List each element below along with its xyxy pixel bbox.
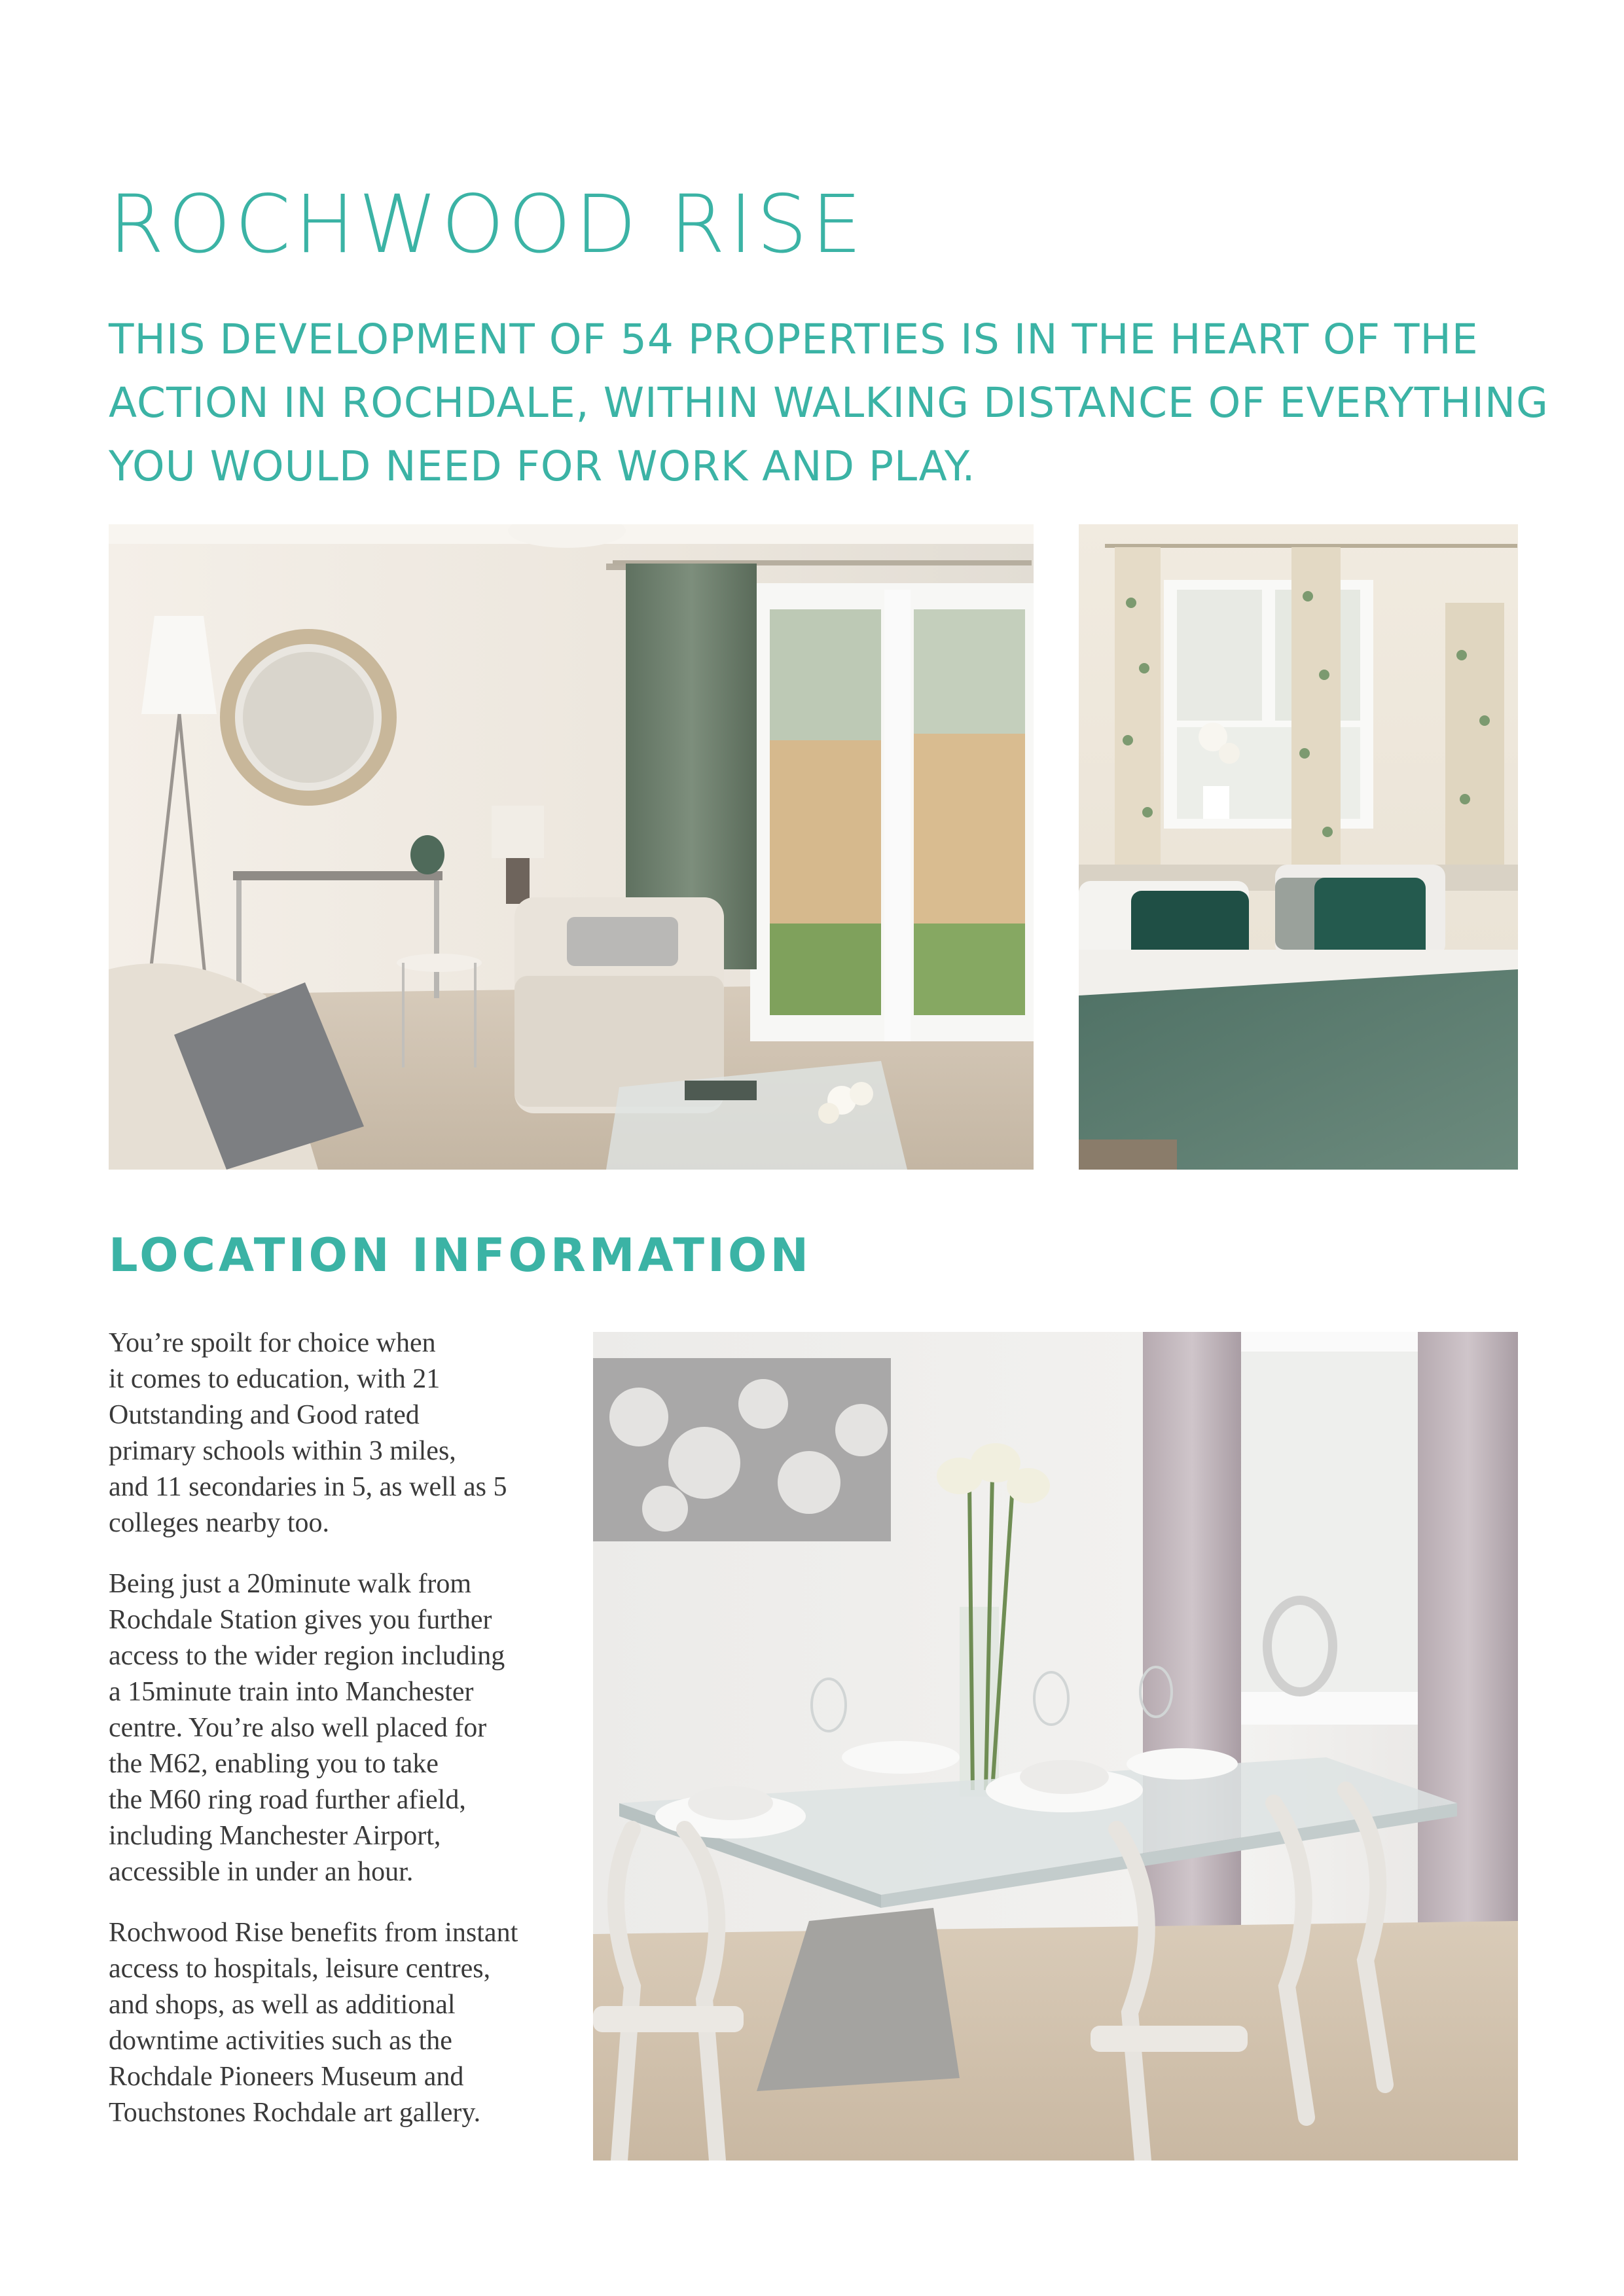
text-line: downtime activities such as the	[109, 2026, 452, 2056]
living-room-photo	[109, 524, 1034, 1170]
dining-room-photo	[593, 1332, 1518, 2161]
location-paragraph	[109, 1566, 567, 1890]
text-line: a 15minute train into Manchester	[109, 1677, 474, 1707]
text-line: Outstanding and Good rated	[109, 1400, 420, 1430]
text-line: access to the wider region including	[109, 1641, 505, 1671]
location-paragraph	[109, 1915, 567, 2131]
text-line: colleges nearby too.	[109, 1508, 330, 1538]
text-line: centre. You’re also well placed for	[109, 1713, 487, 1743]
text-line: You’re spoilt for choice when	[109, 1328, 436, 1358]
text-line: Rochdale Pioneers Museum and	[109, 2062, 464, 2092]
intro-line: YOU WOULD NEED FOR WORK AND PLAY.	[109, 442, 976, 490]
text-line: Rochwood Rise benefits from instant	[109, 1918, 518, 1948]
bedroom-photo	[1079, 524, 1518, 1170]
intro-line: THIS DEVELOPMENT OF 54 PROPERTIES IS IN THE HEART OF THE	[109, 315, 1479, 363]
text-line: accessible in under an hour.	[109, 1857, 414, 1887]
location-body	[109, 1325, 567, 2156]
text-line: access to hospitals, leisure centres,	[109, 1954, 491, 1984]
page-title: ROCHWOOD RISE	[109, 178, 866, 271]
text-line: the M62, enabling you to take	[109, 1749, 439, 1779]
text-line: Touchstones Rochdale art gallery.	[109, 2098, 481, 2128]
location-paragraph	[109, 1325, 567, 1541]
text-line: and 11 secondaries in 5, as well as 5	[109, 1472, 507, 1502]
text-line: the M60 ring road further afield,	[109, 1785, 466, 1815]
intro-line: ACTION IN ROCHDALE, WITHIN WALKING DISTANCE OF EVERYTHING	[109, 379, 1549, 427]
text-line: Rochdale Station gives you further	[109, 1605, 492, 1635]
text-line: including Manchester Airport,	[109, 1821, 441, 1851]
text-line: primary schools within 3 miles,	[109, 1436, 456, 1466]
text-line: it comes to education, with 21	[109, 1364, 441, 1394]
location-heading: LOCATION INFORMATION	[109, 1229, 812, 1282]
text-line: and shops, as well as additional	[109, 1990, 456, 2020]
text-line: Being just a 20minute walk from	[109, 1569, 472, 1599]
intro-text	[109, 308, 1549, 498]
